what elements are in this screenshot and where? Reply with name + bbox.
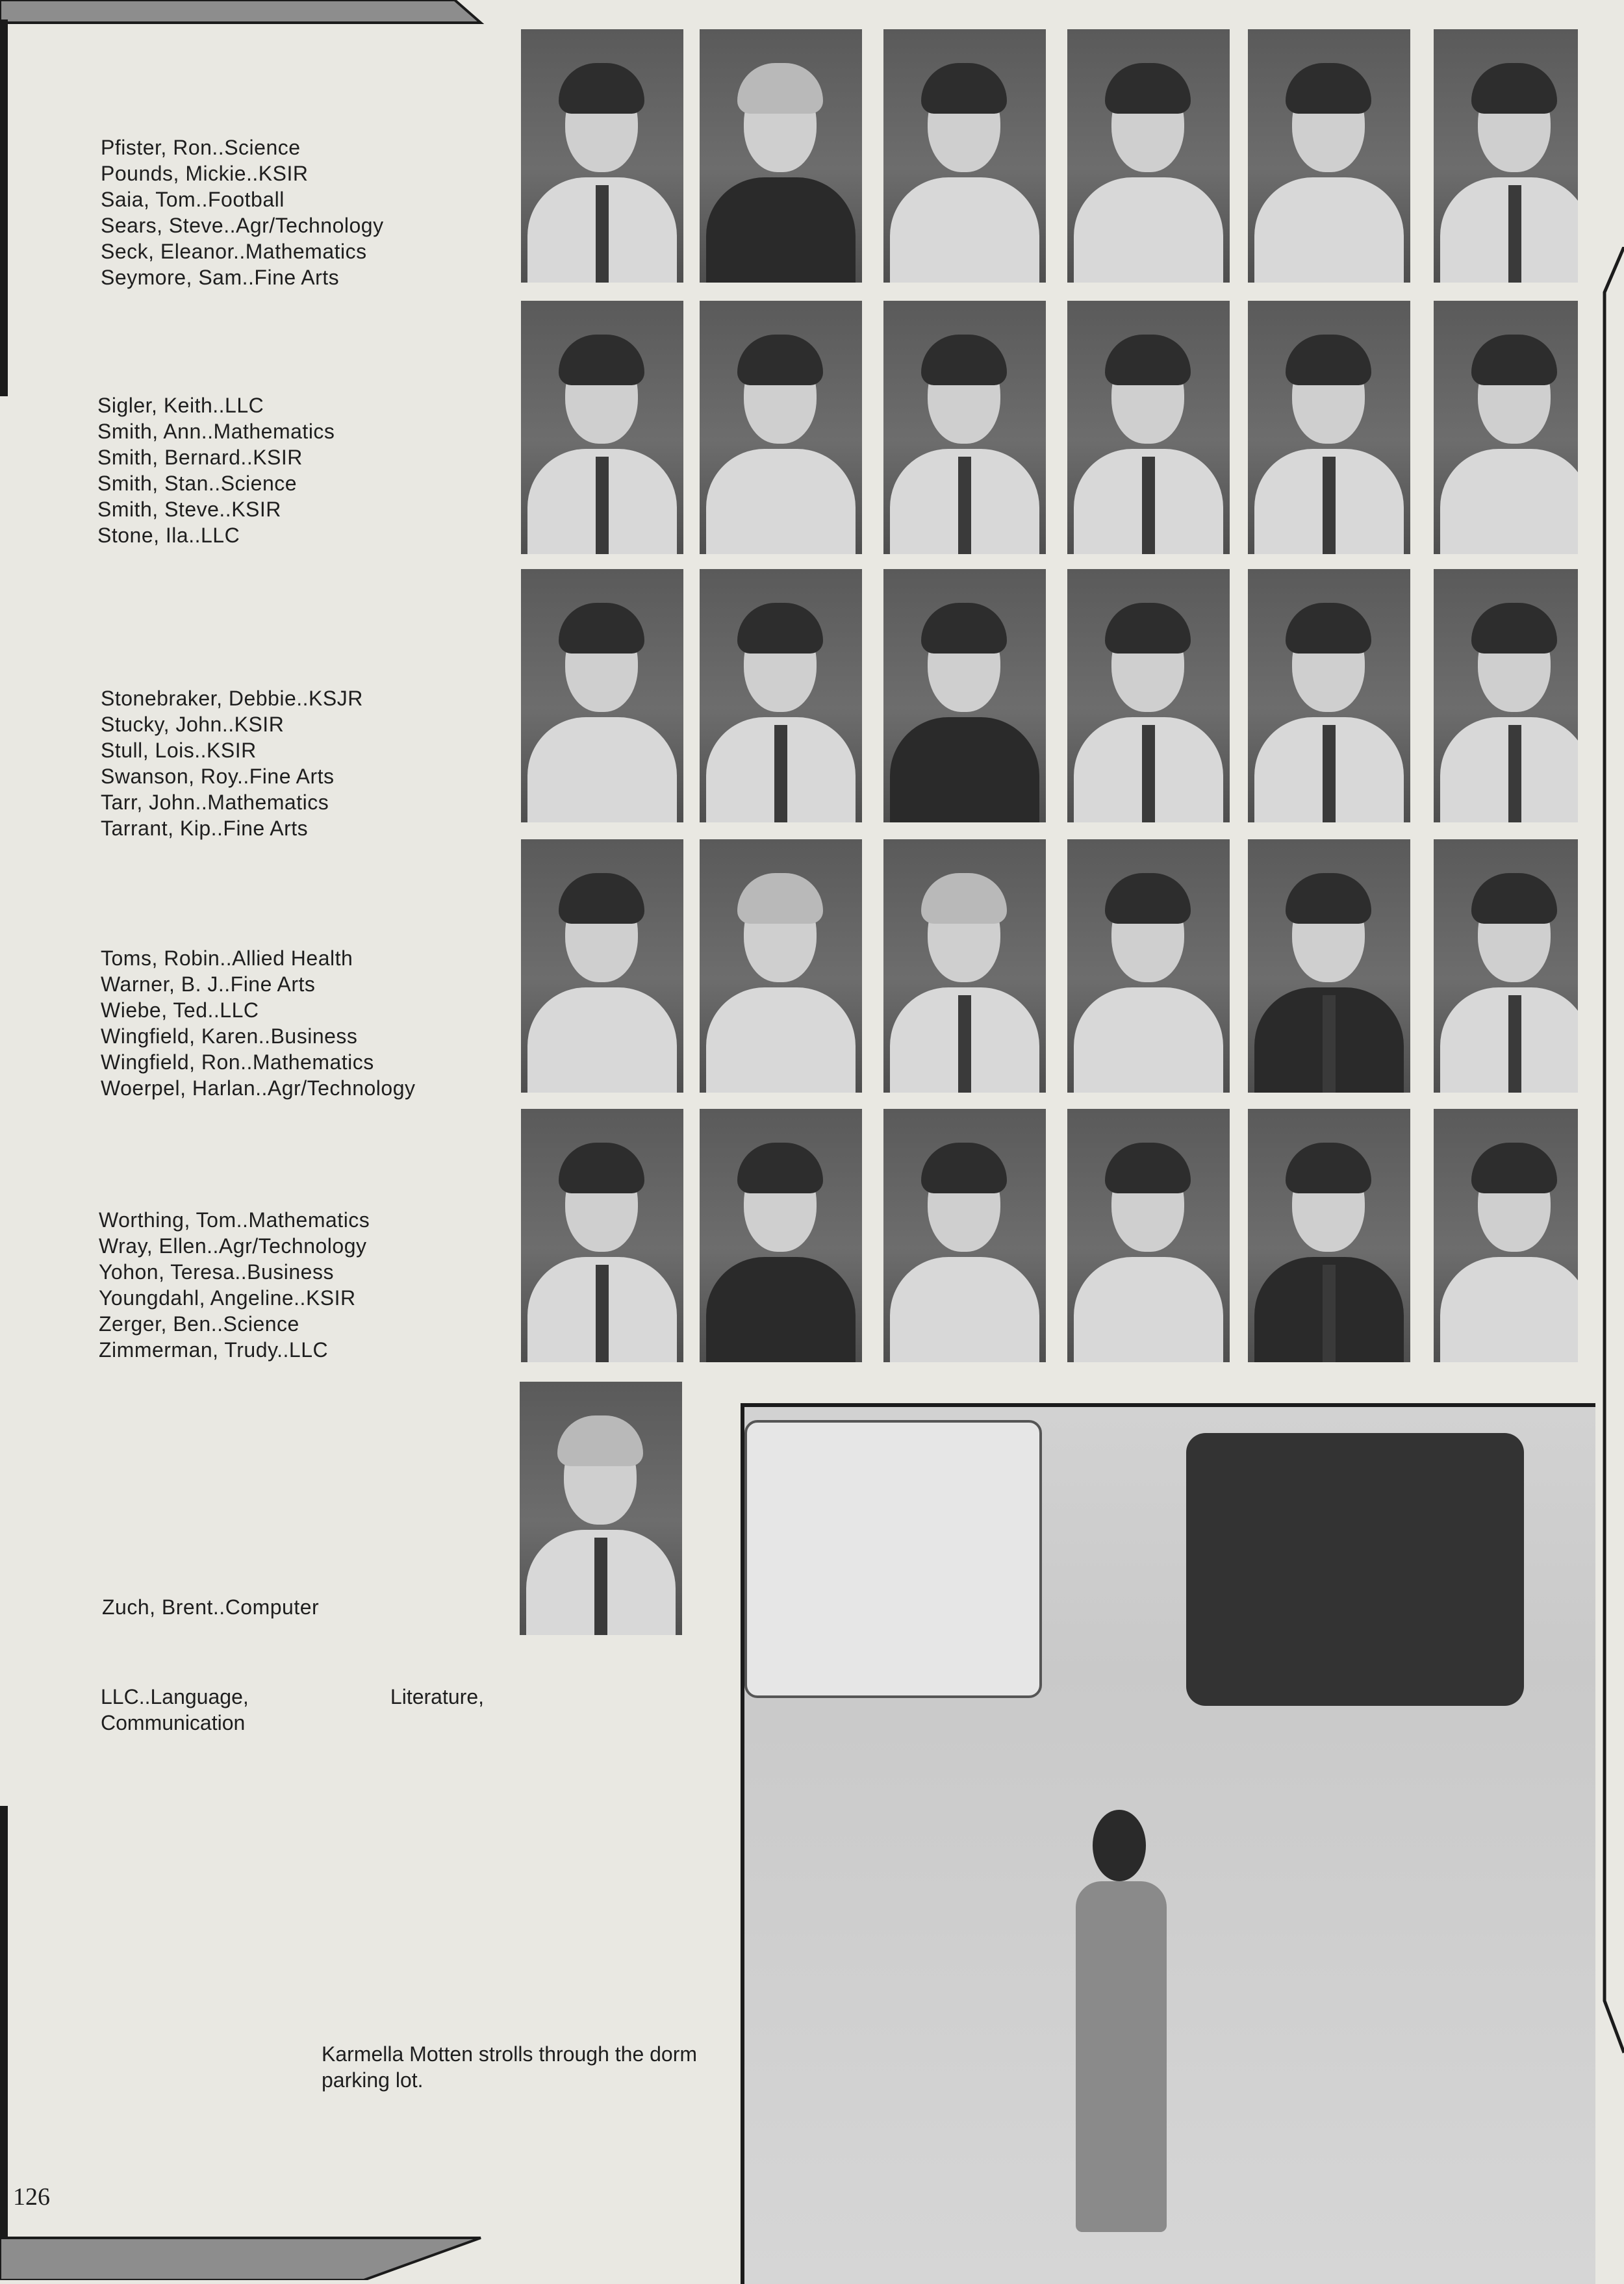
faculty-name: Smith, Ann..Mathematics [97, 420, 335, 443]
faculty-name: Smith, Stan..Science [97, 472, 298, 495]
faculty-name: Warner, B. J..Fine Arts [101, 972, 316, 996]
portrait-photo [521, 1109, 683, 1362]
portrait-photo [521, 29, 683, 283]
portrait-photo [1434, 1109, 1578, 1362]
bottom-arrow-decoration [0, 2222, 507, 2280]
portrait-photo [521, 569, 683, 822]
faculty-name: Wray, Ellen..Agr/Technology [99, 1234, 367, 1258]
llc-abbreviation-note: LLC..Language, Literature, Communication [101, 1685, 484, 1734]
portrait-photo [1067, 301, 1230, 554]
portrait-photo [700, 301, 862, 554]
portrait-photo [1067, 29, 1230, 283]
portrait-photo [1067, 569, 1230, 822]
white-car [744, 1420, 1042, 1698]
faculty-name: Stone, Ila..LLC [97, 524, 240, 547]
portrait-photo [521, 839, 683, 1093]
faculty-name: Stull, Lois..KSIR [101, 739, 257, 762]
faculty-name: Sigler, Keith..LLC [97, 394, 264, 417]
portrait-photo [1248, 1109, 1410, 1362]
portrait-photo [1248, 839, 1410, 1093]
walking-student [1056, 1810, 1186, 2239]
faculty-name: Sears, Steve..Agr/Technology [101, 214, 384, 237]
dark-car [1186, 1433, 1524, 1706]
faculty-name: Youngdahl, Angeline..KSIR [99, 1286, 356, 1310]
faculty-name: Yohon, Teresa..Business [99, 1260, 334, 1284]
top-arrow-decoration [0, 0, 494, 39]
portrait-photo [1067, 839, 1230, 1093]
portrait-photo [1434, 569, 1578, 822]
faculty-name: Saia, Tom..Football [101, 188, 285, 211]
faculty-name: Pfister, Ron..Science [101, 136, 301, 159]
names-group-4 [101, 945, 415, 1101]
faculty-name: Wingfield, Ron..Mathematics [101, 1050, 374, 1074]
portrait-photo [700, 569, 862, 822]
portrait-photo [1248, 29, 1410, 283]
portrait-photo [883, 29, 1046, 283]
portrait-photo [1248, 301, 1410, 554]
portrait-photo [521, 301, 683, 554]
names-group-6 [102, 1594, 319, 1620]
faculty-name: Woerpel, Harlan..Agr/Technology [101, 1076, 416, 1100]
portrait-photo [883, 301, 1046, 554]
faculty-name: Stonebraker, Debbie..KSJR [101, 687, 363, 710]
faculty-name: Zimmerman, Trudy..LLC [99, 1338, 329, 1362]
left-bracket-top [0, 19, 19, 396]
portrait-photo [1434, 839, 1578, 1093]
faculty-name: Tarrant, Kip..Fine Arts [101, 817, 309, 840]
faculty-name: Swanson, Roy..Fine Arts [101, 765, 335, 788]
faculty-name: Smith, Bernard..KSIR [97, 446, 303, 469]
faculty-name: Zerger, Ben..Science [99, 1312, 299, 1336]
portrait-photo [883, 1109, 1046, 1362]
portrait-photo [1248, 569, 1410, 822]
faculty-name: Stucky, John..KSIR [101, 713, 285, 736]
portrait-photo [1067, 1109, 1230, 1362]
portrait-photo [700, 1109, 862, 1362]
faculty-name: Pounds, Mickie..KSIR [101, 162, 309, 185]
portrait-photo [700, 29, 862, 283]
names-group-2 [97, 392, 335, 548]
names-group-5 [99, 1207, 370, 1363]
faculty-name: Zuch, Brent..Computer [102, 1595, 320, 1619]
faculty-name: Tarr, John..Mathematics [101, 791, 329, 814]
faculty-name: Worthing, Tom..Mathematics [99, 1208, 370, 1232]
faculty-name: Seymore, Sam..Fine Arts [101, 266, 340, 289]
names-group-3 [101, 685, 363, 841]
page-number: 126 [13, 2183, 50, 2211]
faculty-name: Wiebe, Ted..LLC [101, 998, 259, 1022]
faculty-name: Smith, Steve..KSIR [97, 498, 281, 521]
portrait-photo [1434, 29, 1578, 283]
portrait-photo [883, 839, 1046, 1093]
portrait-photo [700, 839, 862, 1093]
photo-caption: Karmella Motten strolls through the dorm parking lot. [322, 2042, 698, 2092]
names-group-1 [101, 134, 384, 290]
right-edge-decoration [1598, 247, 1624, 2280]
portrait-photo [1434, 301, 1578, 554]
faculty-name: Toms, Robin..Allied Health [101, 946, 353, 970]
faculty-name: Seck, Eleanor..Mathematics [101, 240, 367, 263]
portrait-photo [883, 569, 1046, 822]
portrait-photo [520, 1382, 682, 1635]
candid-parking-lot-photo [741, 1403, 1595, 2284]
faculty-name: Wingfield, Karen..Business [101, 1024, 358, 1048]
